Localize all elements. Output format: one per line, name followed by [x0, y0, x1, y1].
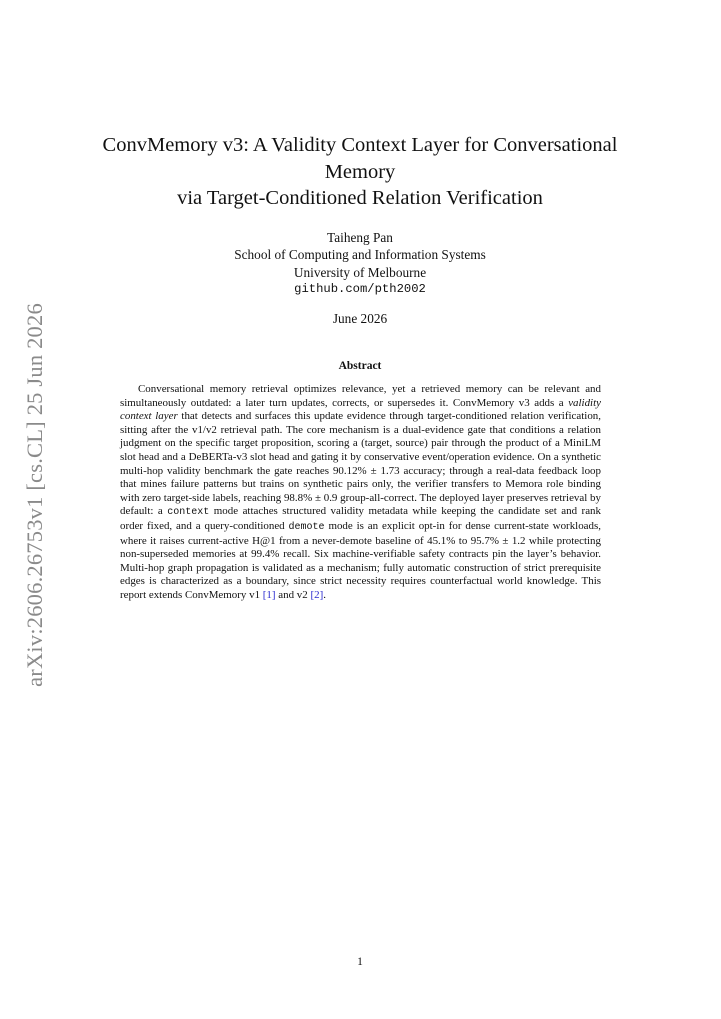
citation-link-2[interactable]: [2] — [310, 588, 324, 601]
abstract-code-context: context — [167, 507, 210, 519]
title-line-1: ConvMemory v3: A Validity Context Layer for Conversational — [102, 134, 618, 156]
abstract-body — [120, 383, 601, 603]
title-line-2: Memory — [324, 160, 396, 183]
abstract-heading: Abstract — [338, 360, 382, 372]
publication-date: June 2026 — [332, 311, 388, 326]
abstract-text-3: mode attaches structured validity metadata while keeping the candidate set and rank order fixed, and a query-conditioned — [120, 505, 601, 532]
abstract-emphasis: validity context layer — [120, 396, 601, 423]
page-number: 1 — [357, 956, 363, 968]
author-university: University of Melbourne — [293, 264, 427, 280]
abstract-text-2: that detects and surfaces this update evidence through target-conditioned relation verification, sitting after the v1/v2 retrieval path. The core mechanism is a dual-evidence gate that conditions a relation judgment on the specific target proposition, scoring a (target, source) pair through the product of a MiniLM slot head and a DeBERTa-v3 slot head and gating it by conservative event/operation evidence. On a synthetic multi-hop validity benchmark the gate reaches 90.12% ± 1.73 accuracy; through a real-data feedback loop that mines failure patterns but trains on synthetic pairs only, the verifier transfers to Memora role binding with zero target-side labels, reaching 98.8% ± 0.9 group-all-correct. The deployed layer preserves retrieval by default: a — [120, 410, 601, 518]
author-block — [110, 229, 610, 298]
abstract-text-1: Conversational memory retrieval optimizes relevance, yet a retrieved memory can be relevant and simultaneously outdated: a later turn updates, corrects, or supersedes it. ConvMemory v3 adds a — [120, 383, 601, 409]
arxiv-sidebar-stamp — [18, 300, 52, 690]
paper-title — [80, 132, 640, 212]
abstract-text-4: mode is an explicit opt-in for dense current-state workloads, where it raises current-active H@1 from a never-demote baseline of 45.1% to 95.7% ± 1.2 while protecting non-superseded memories at 99.4% recall. Six machine-verifiable safety contracts pin the layer’s behavior. Multi-hop graph propagation is validated as a mechanism; fully automatic construction of strict prerequisite edges is characterized as a boundary, since strict necessity requires counterfactual world knowledge. This report extends ConvMemory v1 — [120, 519, 601, 601]
author-name: Taiheng Pan — [327, 230, 393, 245]
arxiv-identifier: arXiv:2606.26753v1 [cs.CL] 25 Jun 2026 — [22, 303, 47, 687]
abstract-text-5: and v2 — [275, 588, 311, 601]
abstract-code-demote: demote — [288, 521, 325, 533]
author-school: School of Computing and Information Systems — [234, 247, 486, 263]
author-github-link[interactable]: github.com/pth2002 — [294, 281, 426, 296]
abstract-text-6: . — [323, 588, 326, 601]
citation-link-1[interactable]: [1] — [262, 588, 276, 601]
title-line-3: via Target-Conditioned Relation Verification — [177, 187, 543, 209]
